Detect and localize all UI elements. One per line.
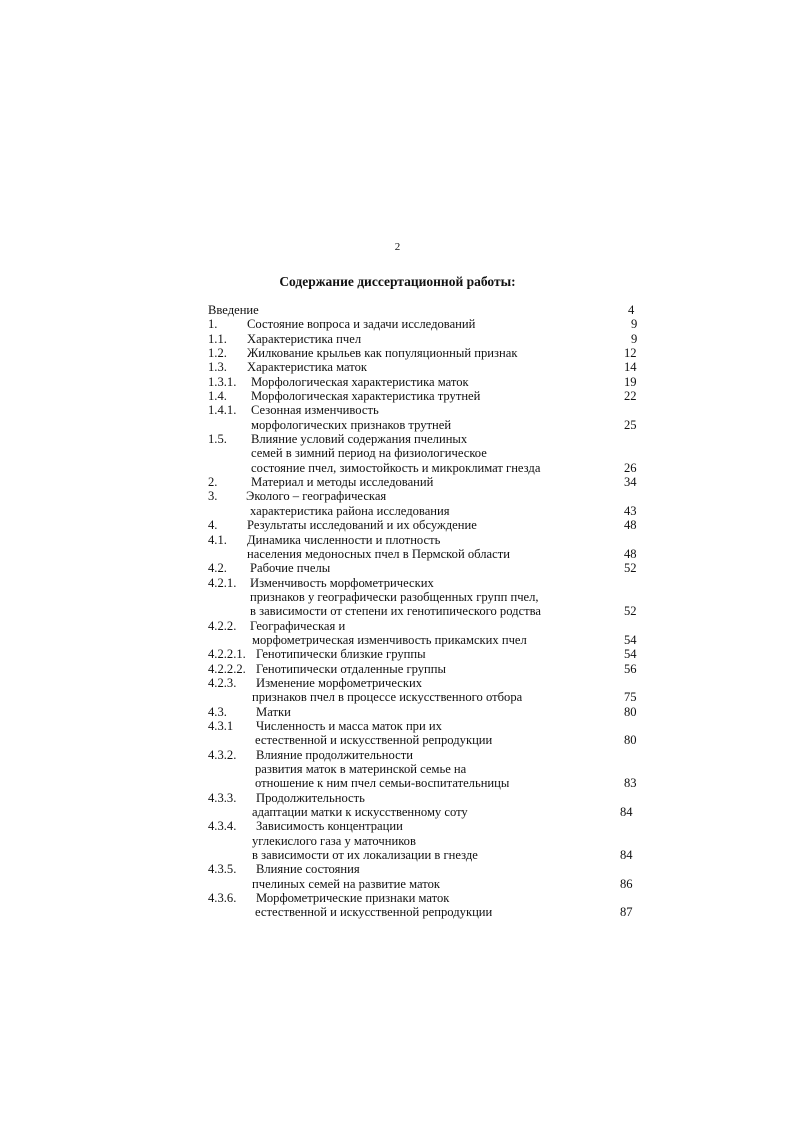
toc-line [208,547,640,561]
toc-page-number: 43 [624,503,637,518]
toc-line [208,762,640,776]
toc-line [208,360,640,374]
toc-entry [208,346,640,360]
toc-line [208,403,640,417]
toc-entry [208,533,640,562]
toc-entry-number: 4.3.4. [208,819,237,834]
toc-entry-number: 4.3.1 [208,718,234,733]
toc-entry [208,576,640,619]
toc-line [208,862,640,876]
toc-line [208,776,640,790]
toc-entry-text: Динамика численности и плотность [247,532,441,547]
toc-entry [208,862,640,891]
toc-entry-text: Зависимость концентрации [256,819,403,834]
toc-entry-text: Влияние состояния [256,862,360,877]
toc-entry-text: развития маток в материнской семье на [255,762,467,776]
toc-entry-text: Изменчивость морфометрических [250,575,434,590]
toc-entry [208,332,640,346]
toc-page-number: 22 [624,389,637,404]
toc-entry-text: Географическая и [250,618,346,633]
toc-page-number: 75 [624,690,637,705]
toc-entry-number: 1.3.1. [208,374,237,389]
toc-line [208,662,640,676]
toc-entry [208,619,640,648]
toc-line [208,576,640,590]
toc-entry-number: 4.3.3. [208,790,237,805]
toc-entry-number: 2. [208,475,218,490]
toc-line [208,705,640,719]
toc-line [208,676,640,690]
toc-line [208,461,640,475]
toc-page-number: 48 [624,546,637,561]
toc-entry-text: отношение к ним пчел семьи-воспитательницы [255,776,510,791]
toc-entry-number: 1.2. [208,346,227,361]
toc-line [208,317,640,331]
toc-entry-text: признаков у географически разобщенных групп пчел, [250,589,539,604]
toc-entry-text: Введение [208,303,259,317]
toc-entry-number: 1.5. [208,432,227,447]
toc-entry-text: Сезонная изменчивость [251,403,379,418]
toc-entry-number: 4.3.2. [208,747,237,762]
toc-entry-text: морфологических признаков трутней [251,417,452,432]
toc-entry-text: состояние пчел, зимостойкость и микроклимат гнезда [251,460,541,475]
toc-line [208,719,640,733]
toc-page-number: 19 [624,374,637,389]
toc-entry-text: Морфологическая характеристика трутней [251,389,481,404]
toc-page-number: 83 [624,776,637,791]
toc-entry-number: 4.3.5. [208,862,237,877]
toc-entry-text: пчелиных семей на развитие маток [252,876,441,891]
toc-entry-number: 4. [208,518,218,533]
toc-entry-text: Морфометрические признаки маток [256,891,450,906]
toc-entry [208,676,640,705]
toc-entry-text: естественной и искусственной репродукции [255,905,493,920]
toc-page-number: 54 [624,632,637,647]
toc-page-number: 26 [624,460,637,475]
toc-entry-text: углекислого газа у маточников [252,833,416,848]
toc-line [208,819,640,833]
toc-title: Содержание диссертационной работы: [279,274,516,289]
toc-entry [208,705,640,719]
toc-entry-text: в зависимости от степени их генотипического родства [250,604,542,619]
toc-entry-number: 1.4.1. [208,403,237,418]
toc-entry-text: Изменение морфометрических [256,675,423,690]
toc-entry-text: Влияние продолжительности [256,747,413,762]
toc-page-number: 80 [624,733,637,748]
toc-entry [208,518,640,532]
toc-entry-number: 4.2.1. [208,575,237,590]
toc-entry-number: 4.2.2. [208,618,237,633]
table-of-contents [208,303,640,920]
toc-line [208,604,640,618]
toc-entry [208,819,640,862]
toc-line [208,475,640,489]
toc-entry-number: 1. [208,317,218,332]
toc-entry-number: 4.2. [208,561,227,576]
toc-line [208,375,640,389]
toc-entry-text: населения медоносных пчел в Пермской области [247,546,510,561]
toc-line [208,518,640,532]
toc-entry-text: Численность и масса маток при их [256,718,442,733]
toc-page-number: 4 [628,303,635,317]
toc-entry [208,375,640,389]
toc-page-number: 48 [624,518,637,533]
toc-line [208,346,640,360]
toc-entry-text: Продолжительность [256,790,365,805]
toc-entry-number: 1.3. [208,360,227,375]
toc-entry-text: естественной и искусственной репродукции [255,733,493,748]
toc-page-number: 84 [620,848,633,863]
toc-line [208,733,640,747]
toc-line [208,748,640,762]
toc-entry-text: Жилкование крыльев как популяционный признак [247,346,518,361]
toc-entry [208,719,640,748]
toc-entry [208,360,640,374]
toc-line [208,905,640,919]
toc-page-number: 25 [624,417,637,432]
toc-line [208,432,640,446]
toc-entry-number: 4.3. [208,704,227,719]
toc-entry-text: в зависимости от их локализации в гнезде [252,848,478,863]
toc-page-number: 54 [624,647,637,662]
toc-entry-text: морфометрическая изменчивость прикамских пчел [252,632,527,647]
toc-line [208,647,640,661]
toc-page-number: 56 [624,661,637,676]
toc-entry-number: 1.1. [208,331,227,346]
toc-entry [208,317,640,331]
toc-page-number: 84 [620,805,633,820]
toc-entry-text: Генотипически близкие группы [256,647,426,662]
toc-entry-text: характеристика района исследования [250,503,450,518]
toc-line [208,590,640,604]
toc-entry-number: 4.2.3. [208,675,237,690]
toc-page-number: 87 [620,905,633,920]
toc-entry-text: Влияние условий содержания пчелиных [251,432,468,447]
toc-entry-number: 1.4. [208,389,227,404]
toc-entry [208,662,640,676]
toc-line [208,891,640,905]
toc-line [208,619,640,633]
toc-entry [208,303,640,317]
toc-entry-text: признаков пчел в процессе искусственного отбора [252,690,523,705]
toc-entry-number: 4.2.2.1. [208,647,246,662]
toc-page-number: 86 [620,876,633,891]
toc-entry-text: Морфологическая характеристика маток [251,374,469,389]
toc-entry-text: Результаты исследований и их обсуждение [247,518,477,533]
toc-entry-number: 4.3.6. [208,891,237,906]
toc-page-number: 52 [624,604,637,619]
toc-page-number: 80 [624,704,637,719]
toc-entry-text: Эколого – географическая [246,489,387,504]
toc-line [208,332,640,346]
toc-line [208,504,640,518]
toc-page-number: 14 [624,360,637,375]
toc-page-number: 9 [631,317,638,332]
toc-entry [208,791,640,820]
toc-line [208,690,640,704]
toc-entry-text: Генотипически отдаленные группы [256,661,447,676]
toc-entry-text: Рабочие пчелы [250,561,331,576]
toc-line [208,848,640,862]
toc-entry [208,891,640,920]
toc-entry-text: Матки [256,704,291,719]
toc-line [208,489,640,503]
toc-line [208,805,640,819]
toc-entry [208,403,640,432]
toc-line [208,446,640,460]
toc-line [208,389,640,403]
toc-entry [208,389,640,403]
toc-entry-text: Характеристика пчел [247,331,362,346]
toc-entry-text: адаптации матки к искусственному соту [252,805,468,820]
toc-entry [208,489,640,518]
toc-page-number: 12 [624,346,637,361]
toc-line [208,633,640,647]
toc-page-number: 52 [624,561,637,576]
toc-line [208,877,640,891]
toc-entry-number: 4.1. [208,532,227,547]
toc-entry [208,748,640,791]
toc-line [208,834,640,848]
toc-entry [208,432,640,475]
toc-page-number: 9 [631,331,638,346]
toc-line [208,418,640,432]
toc-line [208,791,640,805]
toc-entry-number: 3. [208,489,218,504]
toc-line [208,561,640,575]
toc-entry [208,475,640,489]
toc-page-number: 34 [624,475,637,490]
toc-line [208,533,640,547]
toc-entry-text: семей в зимний период на физиологическое [251,446,487,461]
toc-entry-text: Материал и методы исследований [251,475,434,490]
toc-entry-text: Состояние вопроса и задачи исследований [247,317,476,332]
toc-entry-text: Характеристика маток [247,360,368,375]
toc-line [208,303,640,317]
page-number: 2 [394,241,401,253]
toc-entry [208,561,640,575]
toc-entry [208,647,640,661]
toc-entry-number: 4.2.2.2. [208,661,246,676]
